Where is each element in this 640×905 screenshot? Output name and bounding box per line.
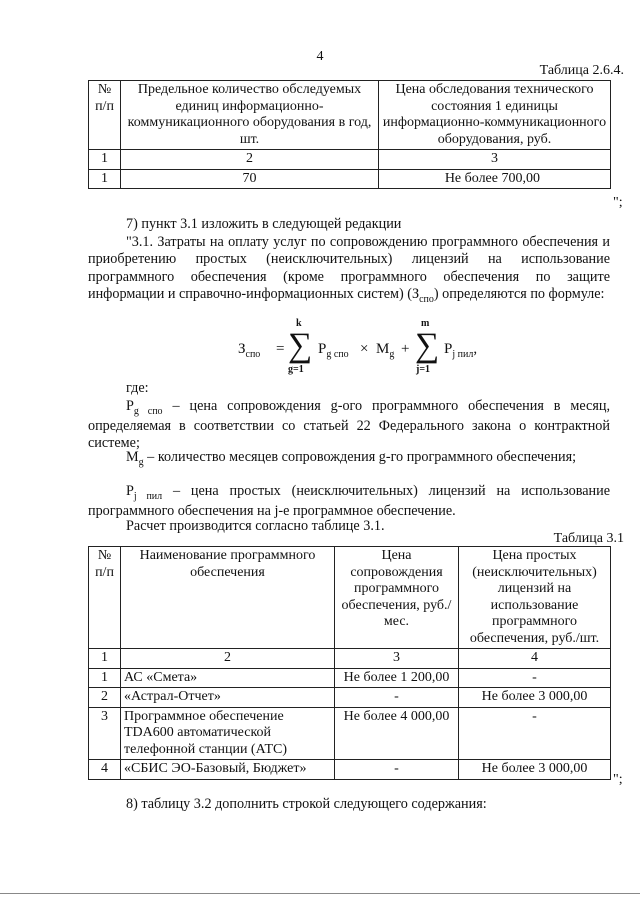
table2-header-cell: Цена простых (неисключительных) лицензий на использование программного обеспечения, руб./шт. <box>459 547 611 649</box>
formula <box>238 320 538 382</box>
sum2-upper: m <box>421 318 430 329</box>
table2-cell: - <box>335 688 459 708</box>
table2-caption: Таблица 3.1 <box>553 531 624 546</box>
table2-cell: Не более 3 000,00 <box>459 688 611 708</box>
table2-cell: 1 <box>89 649 121 669</box>
definition-p-g: $P_{g спо}$ – цена сопровождения g-ого программного обеспечения в месяц, определяемая в соответствии со статьей 22 Федерального закона о контрактной системе; <box>88 398 611 452</box>
table2-cell: «Астрал-Отчет» <box>121 688 335 708</box>
table2-cell: АС «Смета» <box>121 668 335 688</box>
table1-header-cell: Предельное количество обследуемых единиц информационно-коммуникационного оборудования в год, шт. <box>121 81 379 150</box>
formula-p-g: $P_{g спо}$ <box>318 341 349 360</box>
table2-cell: 2 <box>89 688 121 708</box>
table2-cell: 3 <box>89 707 121 760</box>
table2-cell: 4 <box>459 649 611 669</box>
table2-cell: 3 <box>335 649 459 669</box>
where-label: где: <box>126 380 149 396</box>
z-spo-subscript: спо <box>419 293 434 305</box>
table1-closing-quote: "; <box>613 195 623 210</box>
paragraph-3-1 <box>88 234 610 306</box>
sum1-upper: k <box>296 318 302 329</box>
sum1-sigma-icon: ∑ <box>288 327 313 364</box>
table2 <box>88 546 611 780</box>
formula-lhs: $З_{спо}$ <box>238 341 261 360</box>
table2-cell: Программное обеспечение TDA600 автоматической телефонной станции (АТС) <box>121 707 335 760</box>
table1-cell: 70 <box>121 169 379 189</box>
table2-cell: 4 <box>89 760 121 780</box>
sum2-lower: j=1 <box>416 364 431 375</box>
table1-numbering-row <box>89 150 611 170</box>
table1-cell: 3 <box>379 150 611 170</box>
table2-cell: 2 <box>121 649 335 669</box>
table1-row <box>89 169 611 189</box>
z-spo-symbol: З <box>411 285 420 302</box>
table2-header-cell: № п/п <box>89 547 121 649</box>
table2-row <box>89 707 611 760</box>
definition-p-j: $P_{j пил}$ – цена простых (неисключительных) лицензий на использование программного обеспечения на j-е программное обеспечение. <box>88 483 611 520</box>
calc-text: Расчет производится согласно таблице 3.1. <box>126 518 385 534</box>
table2-row <box>89 668 611 688</box>
table1-header-row <box>89 81 611 150</box>
formula-equals: = <box>276 341 285 357</box>
table1-cell: 2 <box>121 150 379 170</box>
table2-cell: Не более 4 000,00 <box>335 707 459 760</box>
item8-text: 8) таблицу 3.2 дополнить строкой следующего содержания: <box>126 796 487 812</box>
sum2-sigma-icon: ∑ <box>415 327 440 364</box>
table1-header-cell: Цена обследования технического состояния 1 единицы информационно-коммуникационного оборудования, руб. <box>379 81 611 150</box>
table2-cell: - <box>335 760 459 780</box>
formula-plus: + <box>401 341 410 357</box>
item7-text: 7) пункт 3.1 изложить в следующей редакции <box>126 216 402 232</box>
table2-numbering-row <box>89 649 611 669</box>
table1-cell: 1 <box>89 169 121 189</box>
table2-cell: - <box>459 707 611 760</box>
table2-row <box>89 760 611 780</box>
table1-cell: Не более 700,00 <box>379 169 611 189</box>
formula-m-g: $M_g$ <box>376 341 395 360</box>
formula-times: × <box>360 341 369 357</box>
formula-p-j: $P_{j пил}$, <box>444 341 478 360</box>
table2-closing-quote: "; <box>613 772 623 787</box>
page-number: 4 <box>316 49 324 64</box>
paragraph-3-1-end: ) определяются по формуле: <box>433 285 605 302</box>
sum1-lower: g=1 <box>288 364 304 375</box>
table2-cell: - <box>459 668 611 688</box>
page-bottom-rule <box>0 893 640 894</box>
table2-header-cell: Цена сопровождения программного обеспечения, руб./мес. <box>335 547 459 649</box>
table2-cell: Не более 3 000,00 <box>459 760 611 780</box>
paragraph-3-1-body: "3.1. Затраты на оплату услуг по сопровождению программного обеспечения и приобретению простых (неисключительных) лицензий на использование программного обеспечения (кроме программного обеспечения по защите информации и справочно-информационных систем) ( <box>88 234 610 302</box>
table1-header-cell: № п/п <box>89 81 121 150</box>
table1 <box>88 80 611 189</box>
table1-caption: Таблица 2.6.4. <box>539 63 624 78</box>
table2-cell: «СБИС ЭО-Базовый, Бюджет» <box>121 760 335 780</box>
table2-cell: Не более 1 200,00 <box>335 668 459 688</box>
table1-cell: 1 <box>89 150 121 170</box>
table2-header-row <box>89 547 611 649</box>
definition-m-g: $M_g$ – количество месяцев сопровождения g-го программного обеспечения; <box>126 449 577 468</box>
table2-row <box>89 688 611 708</box>
table2-cell: 1 <box>89 668 121 688</box>
table2-header-cell: Наименование программного обеспечения <box>121 547 335 649</box>
